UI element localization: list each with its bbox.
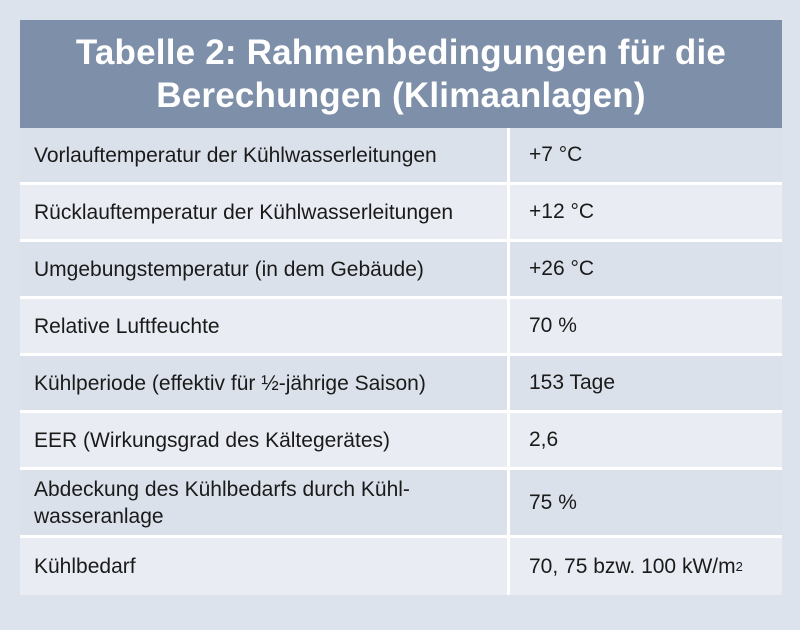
row-label: Relative Luftfeuchte: [20, 299, 510, 353]
table-row: [20, 538, 782, 595]
table-title-line-2: Berechungen (Klimaanlagen): [156, 76, 646, 115]
conditions-table: [20, 20, 782, 612]
row-label: Kühlbedarf: [20, 538, 510, 595]
row-value: 70 %: [529, 314, 577, 337]
row-label: EER (Wirkungsgrad des Kältegerätes): [20, 413, 510, 467]
table-row: [20, 128, 782, 185]
table-row: [20, 470, 782, 538]
row-value: +12 °C: [529, 200, 595, 223]
row-value: 75 %: [529, 490, 577, 514]
row-label: Umgebungstemperatur (in dem Gebäude): [20, 242, 510, 296]
table-title-line-1: Tabelle 2: Rahmenbedingungen für die: [75, 33, 727, 72]
row-label: Rücklauftemperatur der Kühlwasserleitungen: [20, 185, 510, 239]
row-label: [20, 470, 510, 535]
row-label-line-2: wasseranlage: [34, 504, 164, 528]
table-row: [20, 413, 782, 470]
table-row: [20, 356, 782, 413]
row-value: [510, 538, 782, 595]
row-label: Kühlperiode (effektiv für ½-jährige Saison): [20, 356, 510, 410]
row-value: +7 °C: [529, 143, 583, 166]
table-title: [20, 20, 782, 128]
table-row: [20, 299, 782, 356]
row-label-line-1: Abdeckung des Kühlbedarfs durch Kühl-: [34, 477, 410, 501]
row-label: Vorlauftemperatur der Kühlwasserleitungen: [20, 128, 510, 182]
superscript-exponent: 2: [735, 559, 743, 574]
row-value-text: 70, 75 bzw. 100 kW/m: [529, 554, 736, 578]
row-value: +26 °C: [529, 257, 595, 280]
table-row: [20, 242, 782, 299]
row-value: 2,6: [529, 428, 559, 451]
row-value: 153 Tage: [529, 371, 616, 394]
table-row: [20, 185, 782, 242]
